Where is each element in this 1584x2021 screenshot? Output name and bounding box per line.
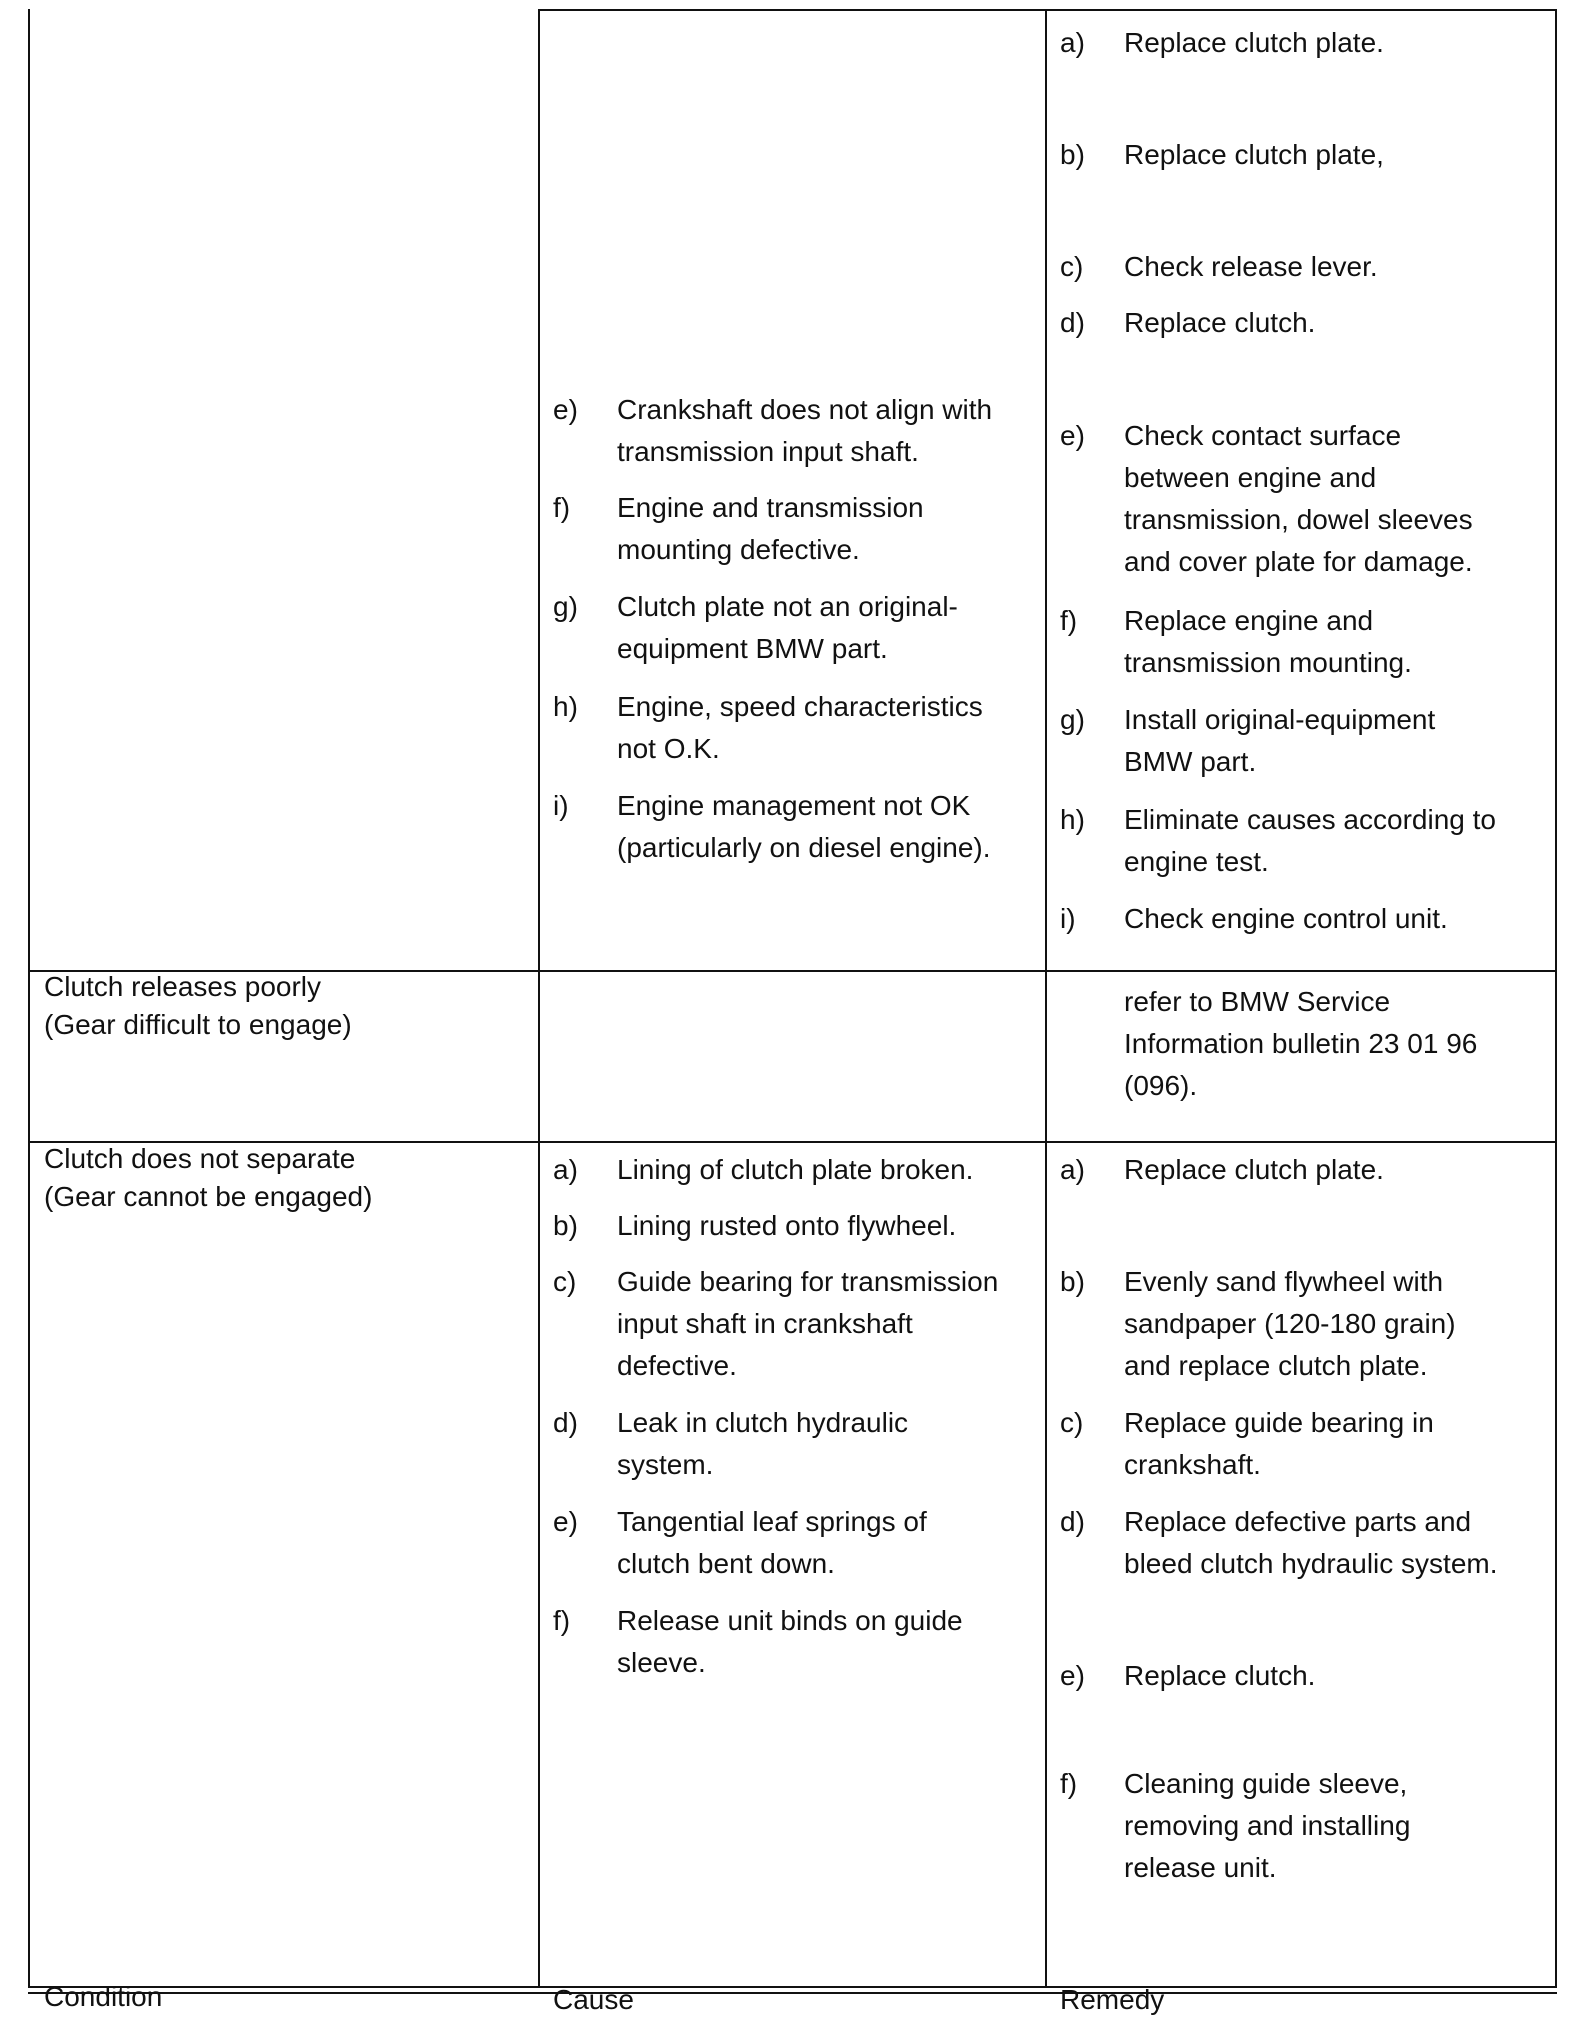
remedy-label: c) [1060,1407,1084,1438]
remedy-label: e) [1060,420,1085,451]
cause-label: i) [553,790,569,821]
header-condition: Condition [44,1981,163,2012]
remedy-label: d) [1060,1506,1085,1537]
cause-text: Lining of clutch plate broken. [617,1154,974,1185]
cause-text: Engine, speed characteristics not O.K. [617,691,983,764]
condition-releases-poorly [44,968,352,1044]
cause-label: c) [553,1266,577,1297]
cause-text: Release unit binds on guide sleeve. [617,1605,963,1678]
cause-text: Engine and transmission mounting defective. [617,492,924,565]
condition-line: Clutch releases poorly [44,971,322,1002]
condition-does-not-separate [44,1140,372,1216]
remedy-text: Replace clutch plate. [1124,1154,1384,1185]
cause-text: Clutch plate not an original- equipment BMW part. [617,591,958,664]
remedy-label: b) [1060,1266,1085,1297]
cause-label: g) [553,591,578,622]
remedy-label: f) [1060,605,1078,636]
cause-text: Crankshaft does not align with transmission input shaft. [617,394,993,467]
header-remedy: Remedy [1060,1984,1165,2015]
remedy-text: Replace defective parts and bleed clutch hydraulic system. [1124,1506,1498,1579]
cause-label: f) [553,1605,571,1636]
row-divider-3 [28,1986,1557,1988]
remedy-text: Cleaning guide sleeve, removing and installing release unit. [1124,1768,1411,1883]
remedy-label: b) [1060,139,1085,170]
cause-label: e) [553,1506,578,1537]
remedy-text: Replace clutch. [1124,1660,1316,1691]
table-border-right [1555,9,1557,1986]
remedy-text: Install original-equipment BMW part. [1124,704,1436,777]
cause-text: Engine management not OK (particularly on diesel engine). [617,790,991,863]
cause-label: a) [553,1154,578,1185]
cause-text: Tangential leaf springs of clutch bent down. [617,1506,927,1579]
remedy-text: Eliminate causes according to engine test. [1124,804,1496,877]
remedy-text: Check engine control unit. [1124,903,1448,934]
cause-label: f) [553,492,571,523]
remedy-label: a) [1060,1154,1085,1185]
column-divider-1 [538,9,540,1986]
condition-line: (Gear cannot be engaged) [44,1181,373,1212]
condition-line: (Gear difficult to engage) [44,1009,352,1040]
remedy-label: e) [1060,1660,1085,1691]
header-cause: Cause [553,1984,634,2015]
remedy-text: Check contact surface between engine and transmission, dowel sleeves and cover plate for damage. [1124,420,1473,577]
cause-text: Leak in clutch hydraulic system. [617,1407,909,1480]
remedy-label: i) [1060,903,1076,934]
table-border-left [28,9,30,1986]
remedy-label: h) [1060,804,1085,835]
remedy-label: f) [1060,1768,1078,1799]
cause-label: h) [553,691,578,722]
cause-text: Guide bearing for transmission input shaft in crankshaft defective. [617,1266,999,1381]
cause-label: b) [553,1210,578,1241]
condition-line: Clutch does not separate [44,1143,356,1174]
header-row-top [28,1992,1557,1994]
column-divider-2 [1045,9,1047,1986]
remedy-text: Replace guide bearing in crankshaft. [1124,1407,1434,1480]
remedy-text: Check release lever. [1124,251,1378,282]
remedy-text: Replace clutch. [1124,307,1316,338]
remedy-label: g) [1060,704,1085,735]
remedy-text: refer to BMW Service Information bulletin 23 01 96 (096). [1124,986,1478,1101]
remedy-text: Replace clutch plate. [1124,27,1384,58]
cause-label: e) [553,394,578,425]
remedy-text: Replace clutch plate, [1124,139,1384,170]
remedy-label: d) [1060,307,1085,338]
remedy-text: Evenly sand flywheel with sandpaper (120-180 grain) and replace clutch plate. [1124,1266,1456,1381]
table-border-top [538,9,1557,11]
remedy-label: c) [1060,251,1084,282]
remedy-text: Replace engine and transmission mounting. [1124,605,1412,678]
cause-label: d) [553,1407,578,1438]
remedy-label: a) [1060,27,1085,58]
cause-text: Lining rusted onto flywheel. [617,1210,957,1241]
